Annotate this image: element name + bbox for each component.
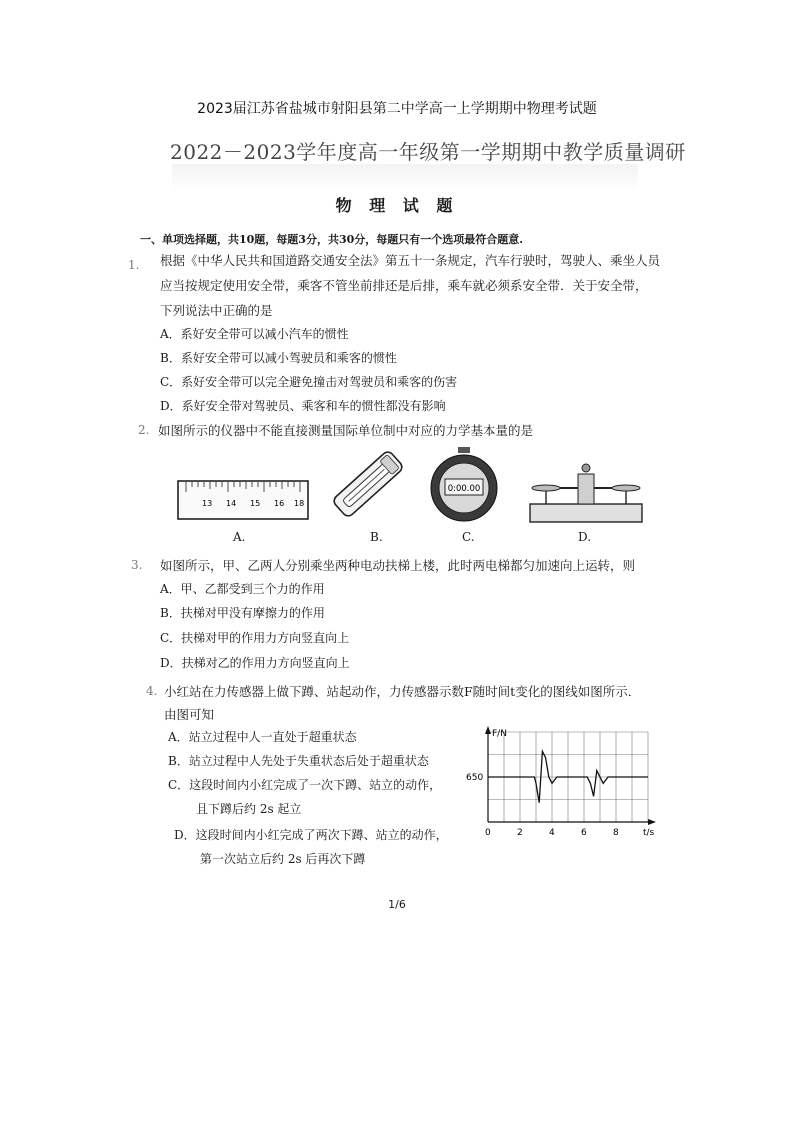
y-tick-650: 650: [466, 773, 484, 783]
subject-title: 物 理 试 题: [335, 196, 459, 215]
figure-label-c: C.: [462, 530, 475, 544]
q3-option-c: C．扶梯对甲的作用力方向竖直向上: [160, 631, 350, 645]
q1-option-c: C．系好安全带可以完全避免撞击对驾驶员和乘客的伤害: [160, 375, 458, 389]
spring-scale-figure: [326, 444, 410, 524]
ruler-tick-label: 15: [250, 499, 261, 508]
q4-option-a: A．站立过程中人一直处于超重状态: [168, 730, 357, 744]
x-tick-label: 2: [517, 828, 523, 838]
q1-option-b: B．系好安全带可以减小驾驶员和乘客的惯性: [160, 351, 397, 365]
ruler-tick-label: 18: [294, 499, 305, 508]
y-axis-arrow: [485, 726, 491, 734]
y-axis-label: F/N: [492, 729, 507, 739]
q4-number: 4.: [146, 684, 158, 698]
x-tick-label: 6: [581, 828, 587, 838]
q4-option-d: D．这段时间内小红完成了两次下蹲、站立的动作，: [174, 828, 448, 842]
stopwatch-figure: [428, 446, 500, 524]
q1-number: 1.: [128, 258, 140, 272]
q1-line-3: 下列说法中正确的是: [160, 303, 273, 318]
q1-option-a: A．系好安全带可以减小汽车的惯性: [160, 327, 349, 341]
stopwatch-display: 0:00.00: [447, 484, 481, 494]
q2-text: 如图所示的仪器中不能直接测量国际单位制中对应的力学基本量的是: [158, 423, 534, 438]
q4-option-d-cont: 第一次站立后约 2s 后再次下蹲: [200, 852, 366, 866]
q3-option-a: A．甲、乙都受到三个力的作用: [160, 582, 325, 596]
ruler-tick-label: 16: [274, 499, 285, 508]
q4-option-c: C．这段时间内小红完成了一次下蹲、站立的动作，: [168, 778, 442, 792]
q4-line-2: 由图可知: [164, 707, 215, 722]
exam-header: 2022－2023学年度高一年级第一学期期中教学质量调研: [170, 140, 686, 164]
ruler-tick-label: 13: [202, 499, 213, 508]
q4-option-b: B．站立过程中人先处于失重状态后处于超重状态: [168, 754, 429, 768]
q3-number: 3.: [131, 558, 143, 572]
q4-line-1: 小红站在力传感器上做下蹲、站起动作，力传感器示数F随时间t变化的图线如图所示．: [164, 684, 641, 699]
x-tick-label: 8: [613, 828, 619, 838]
q1-line-2: 应当按规定使用安全带，乘客不管坐前排还是后排，乘车就必须系安全带．关于安全带，: [160, 278, 648, 293]
balance-figure: [526, 460, 646, 526]
force-time-chart: [464, 722, 664, 840]
x-axis-label: t/s: [643, 828, 655, 838]
header-scan-band: [172, 164, 638, 192]
q1-line-1: 根据《中华人民共和国道路交通安全法》第五十一条规定，汽车行驶时，驾驶人、乘坐人员: [160, 253, 661, 268]
figure-label-b: B.: [370, 530, 383, 544]
q1-option-d: D．系好安全带对驾驶员、乘客和车的惯性都没有影响: [160, 399, 446, 413]
x-axis-arrow: [648, 819, 656, 825]
q4-option-c-cont: 且下蹲后约 2s 起立: [196, 802, 302, 816]
ruler-tick-label: 14: [226, 499, 237, 508]
figure-label-a: A.: [233, 530, 246, 544]
q3-option-b: B．扶梯对甲没有摩擦力的作用: [160, 606, 325, 620]
x-tick-label: 0: [485, 828, 491, 838]
ruler-figure: [176, 478, 312, 524]
x-tick-label: 4: [549, 828, 555, 838]
document-title: 2023届江苏省盐城市射阳县第二中学高一上学期期中物理考试题: [197, 101, 597, 117]
page-number: 1/6: [388, 898, 406, 911]
section-heading: 一、单项选择题，共10题，每题3分，共30分，每题只有一个选项最符合题意.: [140, 233, 524, 246]
q3-option-d: D．扶梯对乙的作用力方向竖直向上: [160, 656, 350, 670]
figure-label-d: D.: [578, 530, 592, 544]
q3-text: 如图所示，甲、乙两人分别乘坐两种电动扶梯上楼，此时两电梯都匀加速向上运转，则: [160, 558, 636, 573]
q2-number: 2.: [138, 423, 150, 437]
